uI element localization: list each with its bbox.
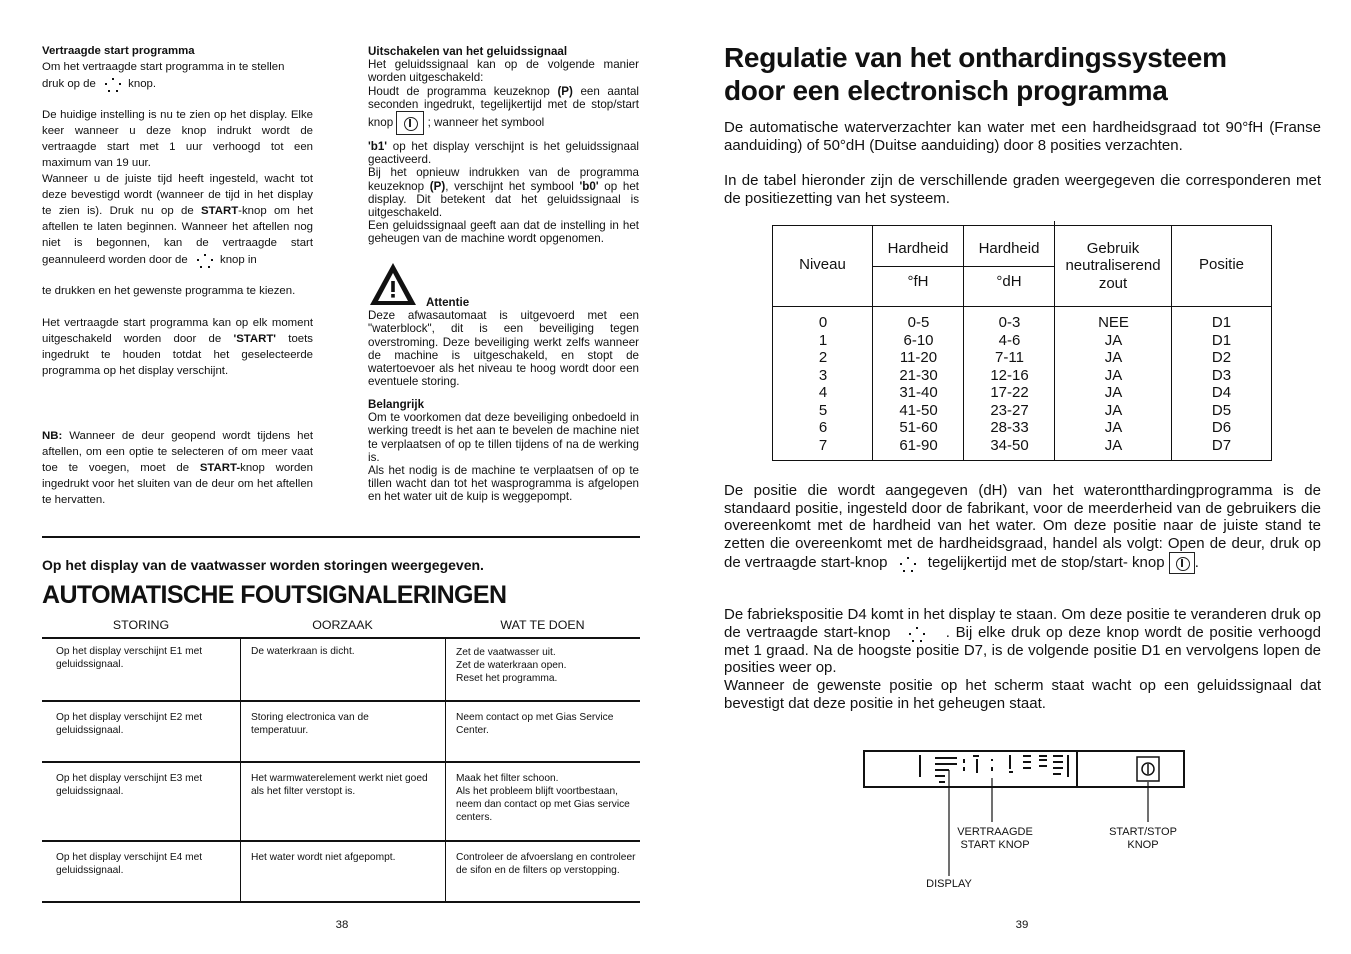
- cell-dh: 34-50: [990, 436, 1029, 454]
- cell-zout: NEE: [1098, 314, 1129, 331]
- cell-positie: D7: [1211, 436, 1232, 454]
- error-oorzaak: De waterkraan is dicht.: [251, 646, 355, 657]
- table-row: [42, 639, 640, 702]
- cell-niveau: 1: [818, 331, 828, 349]
- cell-niveau: 3: [818, 366, 828, 384]
- nb-note: NB: Wanneer de deur geopend wordt tijdens het aftellen, om een optie te selecteren of om meer vaat toe te voegen, moet de START-knop worden ingedrukt voor het sluiten van de deur om het aftellen te hervatten.: [42, 430, 313, 506]
- sound-signal-p3: 'b1' op het display verschijnt is het geluidssignaal geactiveerd.: [368, 140, 639, 167]
- cell-fh: 31-40: [899, 384, 938, 401]
- hardness-table: [772, 225, 1272, 461]
- header-hardheid-dh: Hardheid: [978, 240, 1040, 257]
- error-oorzaak: Storing electronica van de temperatuur.: [251, 712, 369, 736]
- cell-dh: 4-6: [998, 331, 1021, 349]
- confirm-text: Wanneer de gewenste positie op het scherm staat wacht op een geluidssignaal dat bevestigt dat deze positie in het geheugen staat.: [724, 677, 1321, 712]
- header-split-line: [873, 266, 1055, 267]
- header-hardheid-fh: Hardheid: [887, 240, 949, 257]
- cell-positie: D3: [1211, 366, 1232, 384]
- cell-zout: JA: [1104, 331, 1123, 349]
- cell-dh: 12-16: [990, 366, 1029, 384]
- error-oorzaak: Het water wordt niet afgepompt.: [251, 852, 396, 863]
- attention-label: Attentie: [426, 296, 470, 309]
- errors-header-oorzaak: OORZAAK: [312, 618, 373, 632]
- errors-header-actie: WAT TE DOEN: [500, 618, 585, 632]
- error-storing: Op het display verschijnt E2 met geluidssignaal.: [56, 712, 203, 736]
- important-text-1: Om te voorkomen dat deze beveiliging onbedoeld in werking treedt is het aan te bevelen de machine niet te verplaatsen of op te tillen tijdens of na de werking is.: [368, 411, 639, 464]
- important-label: Belangrijk: [368, 398, 425, 411]
- attention-text: Deze afwasautomaat is uitgevoerd met een "waterblock", dit is een beveiliging tegen overstroming. Deze beveiliging werkt zelfs wanneer de machine is uitgeschakeld, en stopt de watertoevoer als het niveau te hoog wordt door een eventuele storing.: [368, 309, 639, 389]
- header-niveau: Niveau: [799, 256, 846, 273]
- section-divider: [42, 536, 640, 538]
- header-positie: Positie: [1198, 256, 1245, 273]
- error-storing: Op het display verschijnt E3 met geluidssignaal.: [56, 773, 203, 797]
- delayed-start-section: [42, 43, 313, 93]
- cell-zout: JA: [1104, 436, 1123, 454]
- cell-niveau: 0: [818, 314, 828, 331]
- cell-zout: JA: [1104, 384, 1123, 401]
- intro-1: De automatische waterverzachter kan water met een hardheidsgraad tot 90°fH (Franse aanduiding) of 50°dH (Duitse aanduiding) door 8 posities verzachten.: [724, 119, 1321, 154]
- delayed-start-heading: Vertraagde start programma: [42, 45, 195, 57]
- cell-positie: D1: [1211, 314, 1232, 331]
- delay-button-icon: [191, 251, 217, 269]
- cell-dh: 17-22: [990, 384, 1029, 401]
- table-row: [42, 842, 640, 903]
- delay-button-icon: [896, 624, 940, 642]
- cell-fh: 0-5: [907, 314, 930, 331]
- delayed-start-p4: te drukken en het gewenste programma te kiezen.: [42, 285, 296, 297]
- error-actie: Zet de vaatwasser uit. Zet de waterkraan open. Reset het programma.: [456, 647, 567, 684]
- cell-zout: JA: [1104, 419, 1123, 436]
- cell-dh: 0-3: [998, 314, 1021, 331]
- errors-title: AUTOMATISCHE FOUTSIGNALERINGEN: [42, 581, 507, 609]
- cell-niveau: 6: [818, 419, 828, 436]
- cell-fh: 41-50: [899, 401, 938, 419]
- start-stop-button-icon: [396, 111, 424, 135]
- cell-fh: 51-60: [899, 419, 938, 436]
- page-number-right: 39: [1015, 919, 1029, 931]
- delay-button-icon: [99, 75, 125, 93]
- cell-positie: D1: [1211, 331, 1232, 349]
- label-display: DISPLAY: [926, 878, 972, 890]
- cell-dh: 28-33: [990, 419, 1029, 436]
- table-body: [773, 314, 1271, 454]
- cell-fh: 61-90: [899, 436, 938, 454]
- delayed-start-p2: De huidige instelling is nu te zien op het display. Elke keer wanneer u deze knop indrukt wordt de vertraagde start met 1 uur verhoogd tot een maximum van 19 uur.: [42, 109, 313, 169]
- cell-niveau: 7: [818, 436, 828, 454]
- cell-niveau: 5: [818, 401, 828, 419]
- cell-niveau: 4: [818, 384, 828, 401]
- header-gebruik: Gebruik neutraliserend zout: [1065, 240, 1161, 292]
- errors-table: [42, 639, 640, 903]
- attention-section: [368, 296, 639, 388]
- table-row: [42, 702, 640, 763]
- table-row: [42, 763, 640, 842]
- start-stop-button-icon: [1169, 552, 1195, 574]
- sound-signal-section: [368, 45, 639, 135]
- cell-fh: 11-20: [899, 349, 938, 366]
- sound-signal-rest: [368, 140, 639, 246]
- label-start-stop: START/STOP KNOP: [1109, 826, 1177, 851]
- intro-2: In de tabel hieronder zijn de verschillende graden weergegeven die corresponderen met de positiezetting van het systeem.: [724, 172, 1321, 207]
- table-tick: [1054, 221, 1055, 226]
- delayed-start-p3: Wanneer u de juiste tijd heeft ingesteld, wacht tot deze bevestigd wordt (wanneer de tijd in het display te zien is). Druk nu op de START-knop om het aftellen te laten beginnen. Wanneer het aftellen nog niet is begonnen, kan de vertraagde start geannuleerd worden door de knop in: [42, 171, 313, 269]
- cell-zout: JA: [1104, 349, 1123, 366]
- important-section: [368, 398, 639, 504]
- important-text-2: Als het nodig is de machine te verplaatsen of op te tillen wacht dan tot het wasprogramma is afgelopen en het water uit de kuip is weggepompt.: [368, 464, 639, 504]
- error-actie: Neem contact op met Gias Service Center.: [456, 712, 614, 736]
- error-oorzaak: Het warmwaterelement werkt niet goed als het filter verstopt is.: [251, 773, 428, 797]
- unit-dh: °dH: [996, 273, 1022, 290]
- cell-positie: D5: [1211, 401, 1232, 419]
- cell-zout: JA: [1104, 401, 1123, 419]
- delayed-start-p5: Het vertraagde start programma kan op elk moment uitgeschakeld worden door de 'START' toets ingedrukt te houden totdat het geselecteerde programma op het display verschijnt.: [42, 317, 313, 377]
- cell-positie: D2: [1211, 349, 1232, 366]
- cell-fh: 21-30: [899, 366, 938, 384]
- cell-zout: JA: [1104, 366, 1123, 384]
- factory-position-text: De fabriekspositie D4 komt in het display te staan. Om deze positie te veranderen druk op de vertraagde start-knop . Bij elke druk op deze knop wordt de positie verhoogd met 1 graad. Na de hoogste positie D7, is de volgende positie D1 en vervolgens lopen de posities weer op.: [724, 606, 1321, 677]
- cell-positie: D4: [1211, 384, 1232, 401]
- page-number-left: 38: [335, 919, 349, 931]
- unit-fh: °fH: [907, 273, 929, 290]
- header-bottom-line: [773, 306, 1271, 307]
- error-storing: Op het display verschijnt E4 met geluidssignaal.: [56, 852, 203, 876]
- label-delay-start: VERTRAAGDE START KNOP: [957, 826, 1033, 851]
- cell-dh: 7-11: [995, 349, 1024, 366]
- position-text: De positie die wordt aangegeven (dH) van het waterontthardingprogramma is de standaard positie, ingesteld door de fabrikant, voor de meerderheid van de gebruikers die overeenkomt met de hardheid van het water. Om deze positie naar de juiste stand te zetten die overeenkomt met de hardheidsgraad, handel als volgt: Open de deur, druk op de vertraagde start-knop tegelijkertijd met de stop/start- knop .: [724, 482, 1321, 574]
- delay-button-icon: [892, 554, 924, 572]
- cell-dh: 23-27: [990, 401, 1029, 419]
- cell-fh: 6-10: [903, 331, 934, 349]
- sound-signal-p2: Houdt de programma keuzeknop (P) een aantal seconden ingedrukt, tegelijkertijd met de stop/start knop ; wanneer het symbool: [368, 85, 639, 135]
- sound-signal-p4: Bij het opnieuw indrukken van de programma keuzeknop (P), verschijnt het symbool 'b0' op het display. Dit betekent dat het geluidssignaal is uitgeschakeld.: [368, 166, 639, 220]
- sound-signal-heading: Uitschakelen van het geluidssignaal: [368, 45, 568, 58]
- error-storing: Op het display verschijnt E1 met geluidssignaal.: [56, 646, 203, 670]
- page-title: Regulatie van het onthardingssysteem door een electronisch programma: [724, 42, 1227, 106]
- cell-niveau: 2: [818, 349, 828, 366]
- sound-signal-p5: Een geluidssignaal geeft aan dat de instelling in het geheugen van de machine wordt opgenomen.: [368, 219, 639, 246]
- errors-header-storing: STORING: [112, 618, 170, 632]
- diagram-leader-lines: [900, 770, 1200, 880]
- error-actie: Maak het filter schoon. Als het probleem blijft voortbestaan, neem dan contact op met Gias service centers.: [456, 773, 630, 823]
- delayed-start-p1: Om het vertraagde start programma in te stellen druk op de knop.: [42, 59, 313, 93]
- error-actie: Controleer de afvoerslang en controleer de sifon en de filters op verstopping.: [456, 852, 636, 876]
- sound-signal-p1: Het geluidssignaal kan op de volgende manier worden uitgeschakeld:: [368, 58, 639, 85]
- display-note: Op het display van de vaatwasser worden storingen weergegeven.: [42, 557, 484, 573]
- cell-positie: D6: [1211, 419, 1232, 436]
